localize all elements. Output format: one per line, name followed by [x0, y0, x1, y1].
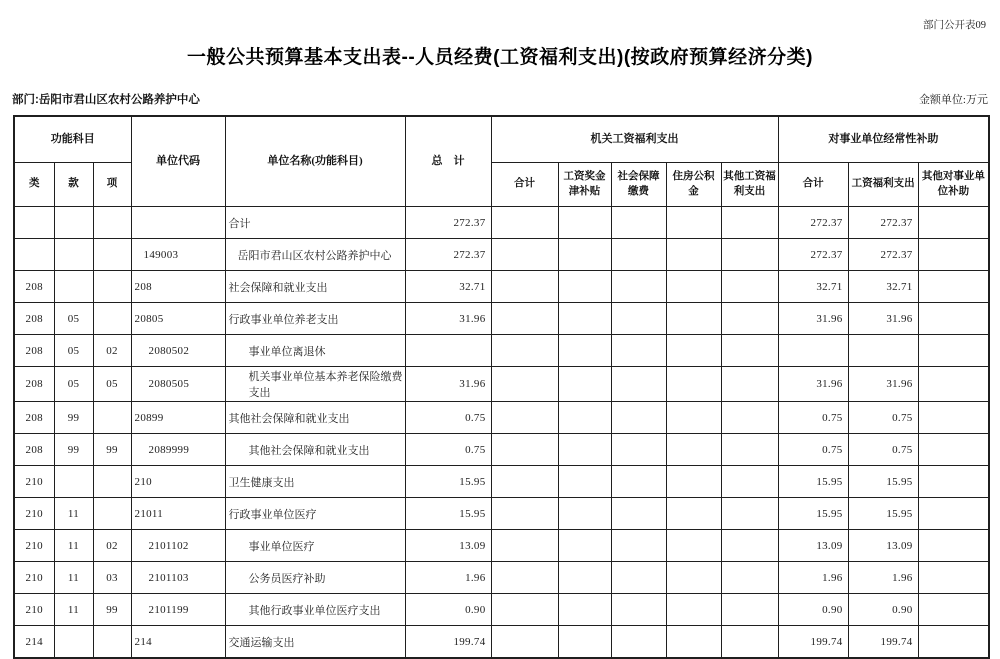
cell-total: 31.96: [405, 367, 491, 402]
cell-sub-subtotal: 1.96: [778, 562, 848, 594]
cell-total: 0.75: [405, 402, 491, 434]
cell-class-code: [14, 207, 54, 239]
cell-unit-name: 卫生健康支出: [225, 466, 405, 498]
header-org-social-insurance: 社会保障缴费: [611, 163, 666, 207]
cell-sub-other: [918, 207, 989, 239]
cell-org-housing-fund: [666, 562, 721, 594]
cell-section-code: 11: [54, 498, 93, 530]
cell-org-subtotal: [491, 594, 558, 626]
cell-sub-wage-welfare: 15.95: [848, 498, 918, 530]
cell-sub-subtotal: 272.37: [778, 239, 848, 271]
cell-sub-subtotal: 31.96: [778, 367, 848, 402]
cell-org-other-wage: [721, 239, 778, 271]
cell-sub-subtotal: 31.96: [778, 303, 848, 335]
table-row: [14, 498, 989, 530]
cell-class-code: 208: [14, 303, 54, 335]
cell-total: 32.71: [405, 271, 491, 303]
cell-org-social-insurance: [611, 207, 666, 239]
cell-total: 272.37: [405, 239, 491, 271]
cell-total: 0.75: [405, 434, 491, 466]
cell-item-code: 03: [93, 562, 131, 594]
header-item: 项: [93, 163, 131, 207]
cell-org-other-wage: [721, 530, 778, 562]
cell-org-other-wage: [721, 207, 778, 239]
cell-unit-code: 208: [131, 271, 225, 303]
cell-item-code: 02: [93, 335, 131, 367]
cell-sub-wage-welfare: 0.90: [848, 594, 918, 626]
cell-total: [405, 335, 491, 367]
cell-org-housing-fund: [666, 530, 721, 562]
cell-section-code: 05: [54, 335, 93, 367]
cell-sub-other: [918, 271, 989, 303]
cell-section-code: [54, 207, 93, 239]
table-body: [14, 207, 989, 659]
meta-row: [12, 91, 988, 107]
cell-section-code: 11: [54, 530, 93, 562]
cell-sub-other: [918, 335, 989, 367]
cell-item-code: [93, 303, 131, 335]
cell-org-housing-fund: [666, 434, 721, 466]
cell-item-code: 02: [93, 530, 131, 562]
table-row: [14, 207, 989, 239]
cell-unit-code: 2080505: [131, 367, 225, 402]
cell-sub-subtotal: 32.71: [778, 271, 848, 303]
cell-org-subtotal: [491, 626, 558, 659]
cell-item-code: 99: [93, 594, 131, 626]
cell-org-subtotal: [491, 271, 558, 303]
cell-sub-wage-welfare: 272.37: [848, 239, 918, 271]
cell-org-other-wage: [721, 271, 778, 303]
cell-sub-wage-welfare: 31.96: [848, 303, 918, 335]
cell-sub-wage-welfare: 15.95: [848, 466, 918, 498]
cell-org-social-insurance: [611, 498, 666, 530]
cell-org-subtotal: [491, 434, 558, 466]
cell-sub-wage-welfare: 32.71: [848, 271, 918, 303]
cell-section-code: [54, 239, 93, 271]
cell-org-subtotal: [491, 335, 558, 367]
cell-org-social-insurance: [611, 594, 666, 626]
table-row: [14, 562, 989, 594]
table-row: [14, 530, 989, 562]
cell-unit-name: 公务员医疗补助: [225, 562, 405, 594]
cell-sub-other: [918, 434, 989, 466]
cell-item-code: [93, 626, 131, 659]
table-row: [14, 434, 989, 466]
cell-org-housing-fund: [666, 303, 721, 335]
cell-class-code: 208: [14, 335, 54, 367]
table-row: [14, 367, 989, 402]
cell-org-subtotal: [491, 402, 558, 434]
cell-unit-code: 2089999: [131, 434, 225, 466]
cell-sub-other: [918, 530, 989, 562]
doc-ref-label: 部门公开表09: [923, 20, 986, 31]
header-func-group: 功能科目: [14, 116, 131, 163]
cell-org-other-wage: [721, 498, 778, 530]
cell-total: 0.90: [405, 594, 491, 626]
cell-item-code: 99: [93, 434, 131, 466]
cell-section-code: [54, 466, 93, 498]
cell-org-wage-bonus: [558, 402, 611, 434]
table-row: [14, 303, 989, 335]
cell-item-code: [93, 239, 131, 271]
cell-sub-subtotal: 272.37: [778, 207, 848, 239]
cell-sub-wage-welfare: 199.74: [848, 626, 918, 659]
cell-unit-name: 岳阳市君山区农村公路养护中心: [225, 239, 405, 271]
cell-org-social-insurance: [611, 562, 666, 594]
cell-unit-code: 210: [131, 466, 225, 498]
cell-unit-code: 21011: [131, 498, 225, 530]
budget-table: [13, 115, 990, 659]
cell-total: 15.95: [405, 466, 491, 498]
department-label: 部门:岳阳市君山区农村公路养护中心: [12, 94, 200, 106]
cell-org-other-wage: [721, 594, 778, 626]
cell-sub-subtotal: 0.75: [778, 402, 848, 434]
cell-sub-subtotal: [778, 335, 848, 367]
cell-org-other-wage: [721, 562, 778, 594]
cell-section-code: 05: [54, 367, 93, 402]
cell-org-housing-fund: [666, 498, 721, 530]
cell-item-code: [93, 207, 131, 239]
header-sub-wage-welfare: 工资福利支出: [848, 163, 918, 207]
cell-unit-name: 交通运输支出: [225, 626, 405, 659]
cell-unit-code: 2080502: [131, 335, 225, 367]
cell-org-housing-fund: [666, 466, 721, 498]
cell-org-wage-bonus: [558, 303, 611, 335]
header-org-other-wage: 其他工资福利支出: [721, 163, 778, 207]
cell-sub-wage-welfare: 0.75: [848, 402, 918, 434]
table-row: [14, 626, 989, 659]
cell-unit-code: 2101102: [131, 530, 225, 562]
cell-org-other-wage: [721, 434, 778, 466]
cell-org-wage-bonus: [558, 594, 611, 626]
cell-section-code: [54, 271, 93, 303]
cell-org-housing-fund: [666, 594, 721, 626]
cell-total: 15.95: [405, 498, 491, 530]
cell-unit-name: 其他行政事业单位医疗支出: [225, 594, 405, 626]
cell-total: 1.96: [405, 562, 491, 594]
cell-org-housing-fund: [666, 207, 721, 239]
table-row: [14, 466, 989, 498]
table-row: [14, 402, 989, 434]
cell-org-wage-bonus: [558, 271, 611, 303]
header-sub-subtotal: 合计: [778, 163, 848, 207]
cell-unit-code: [131, 207, 225, 239]
cell-org-other-wage: [721, 626, 778, 659]
cell-class-code: 208: [14, 271, 54, 303]
cell-org-subtotal: [491, 239, 558, 271]
cell-org-social-insurance: [611, 335, 666, 367]
cell-org-wage-bonus: [558, 530, 611, 562]
header-total: 总 计: [405, 116, 491, 207]
cell-section-code: 99: [54, 402, 93, 434]
table-row: [14, 594, 989, 626]
cell-sub-wage-welfare: 1.96: [848, 562, 918, 594]
amount-unit-label: 金额单位:万元: [918, 94, 988, 106]
cell-org-wage-bonus: [558, 367, 611, 402]
cell-item-code: [93, 466, 131, 498]
cell-org-social-insurance: [611, 434, 666, 466]
cell-total: 31.96: [405, 303, 491, 335]
cell-unit-name: 事业单位医疗: [225, 530, 405, 562]
cell-unit-name: 行政事业单位医疗: [225, 498, 405, 530]
cell-unit-name: 机关事业单位基本养老保险缴费支出: [225, 367, 405, 402]
header-unit-code: 单位代码: [131, 116, 225, 207]
header-unit-name: 单位名称(功能科目): [225, 116, 405, 207]
cell-org-social-insurance: [611, 466, 666, 498]
cell-org-other-wage: [721, 402, 778, 434]
cell-sub-other: [918, 367, 989, 402]
cell-sub-wage-welfare: 31.96: [848, 367, 918, 402]
header-sub-other: 其他对事业单位补助: [918, 163, 989, 207]
table-row: [14, 239, 989, 271]
cell-class-code: 208: [14, 402, 54, 434]
cell-unit-code: 2101199: [131, 594, 225, 626]
cell-sub-other: [918, 402, 989, 434]
cell-org-housing-fund: [666, 239, 721, 271]
cell-org-social-insurance: [611, 239, 666, 271]
cell-sub-other: [918, 466, 989, 498]
header-sub-group: 对事业单位经常性补助: [778, 116, 989, 163]
cell-section-code: 11: [54, 562, 93, 594]
table-row: [14, 335, 989, 367]
cell-unit-name: 其他社会保障和就业支出: [225, 434, 405, 466]
cell-sub-wage-welfare: 0.75: [848, 434, 918, 466]
cell-item-code: [93, 402, 131, 434]
cell-item-code: [93, 498, 131, 530]
cell-unit-code: 149003: [131, 239, 225, 271]
table-row: [14, 271, 989, 303]
cell-section-code: 11: [54, 594, 93, 626]
cell-sub-other: [918, 498, 989, 530]
cell-org-subtotal: [491, 303, 558, 335]
cell-sub-other: [918, 239, 989, 271]
cell-class-code: [14, 239, 54, 271]
cell-org-wage-bonus: [558, 239, 611, 271]
cell-unit-name: 行政事业单位养老支出: [225, 303, 405, 335]
cell-total: 13.09: [405, 530, 491, 562]
cell-org-wage-bonus: [558, 562, 611, 594]
cell-org-housing-fund: [666, 402, 721, 434]
cell-org-social-insurance: [611, 626, 666, 659]
cell-sub-subtotal: 15.95: [778, 466, 848, 498]
cell-org-housing-fund: [666, 367, 721, 402]
cell-item-code: [93, 271, 131, 303]
cell-class-code: 210: [14, 530, 54, 562]
cell-sub-subtotal: 0.90: [778, 594, 848, 626]
cell-sub-subtotal: 15.95: [778, 498, 848, 530]
header-org-wage-bonus: 工资奖金津补贴: [558, 163, 611, 207]
cell-org-wage-bonus: [558, 207, 611, 239]
cell-total: 272.37: [405, 207, 491, 239]
cell-section-code: [54, 626, 93, 659]
cell-sub-other: [918, 562, 989, 594]
cell-total: 199.74: [405, 626, 491, 659]
cell-org-other-wage: [721, 367, 778, 402]
cell-sub-subtotal: 0.75: [778, 434, 848, 466]
cell-section-code: 99: [54, 434, 93, 466]
cell-org-housing-fund: [666, 626, 721, 659]
cell-class-code: 210: [14, 466, 54, 498]
cell-org-wage-bonus: [558, 466, 611, 498]
cell-sub-wage-welfare: 13.09: [848, 530, 918, 562]
cell-class-code: 210: [14, 498, 54, 530]
cell-org-social-insurance: [611, 367, 666, 402]
cell-org-subtotal: [491, 207, 558, 239]
cell-class-code: 210: [14, 562, 54, 594]
cell-org-other-wage: [721, 303, 778, 335]
cell-org-wage-bonus: [558, 498, 611, 530]
cell-org-wage-bonus: [558, 626, 611, 659]
cell-unit-code: 214: [131, 626, 225, 659]
cell-org-social-insurance: [611, 303, 666, 335]
cell-org-subtotal: [491, 498, 558, 530]
header-org-housing-fund: 住房公积金: [666, 163, 721, 207]
cell-sub-other: [918, 594, 989, 626]
header-org-group: 机关工资福利支出: [491, 116, 778, 163]
cell-sub-subtotal: 13.09: [778, 530, 848, 562]
cell-org-wage-bonus: [558, 335, 611, 367]
cell-org-subtotal: [491, 530, 558, 562]
cell-class-code: 208: [14, 434, 54, 466]
page-title: 一般公共预算基本支出表--人员经费(工资福利支出)(按政府预算经济分类): [187, 47, 813, 68]
cell-class-code: 210: [14, 594, 54, 626]
cell-org-subtotal: [491, 367, 558, 402]
header-section: 款: [54, 163, 93, 207]
cell-sub-wage-welfare: [848, 335, 918, 367]
cell-section-code: 05: [54, 303, 93, 335]
cell-org-housing-fund: [666, 271, 721, 303]
cell-unit-name: 合计: [225, 207, 405, 239]
cell-sub-other: [918, 303, 989, 335]
cell-class-code: 208: [14, 367, 54, 402]
header-class: 类: [14, 163, 54, 207]
cell-item-code: 05: [93, 367, 131, 402]
cell-unit-code: 20899: [131, 402, 225, 434]
cell-org-social-insurance: [611, 271, 666, 303]
cell-org-other-wage: [721, 335, 778, 367]
cell-class-code: 214: [14, 626, 54, 659]
cell-sub-subtotal: 199.74: [778, 626, 848, 659]
cell-org-other-wage: [721, 466, 778, 498]
cell-org-housing-fund: [666, 335, 721, 367]
cell-sub-other: [918, 626, 989, 659]
cell-org-subtotal: [491, 466, 558, 498]
cell-org-wage-bonus: [558, 434, 611, 466]
cell-unit-name: 其他社会保障和就业支出: [225, 402, 405, 434]
cell-unit-name: 社会保障和就业支出: [225, 271, 405, 303]
table-header: [14, 116, 989, 207]
cell-unit-code: 20805: [131, 303, 225, 335]
cell-unit-code: 2101103: [131, 562, 225, 594]
header-org-subtotal: 合计: [491, 163, 558, 207]
cell-unit-name: 事业单位离退休: [225, 335, 405, 367]
cell-org-social-insurance: [611, 530, 666, 562]
cell-sub-wage-welfare: 272.37: [848, 207, 918, 239]
cell-org-social-insurance: [611, 402, 666, 434]
cell-org-subtotal: [491, 562, 558, 594]
